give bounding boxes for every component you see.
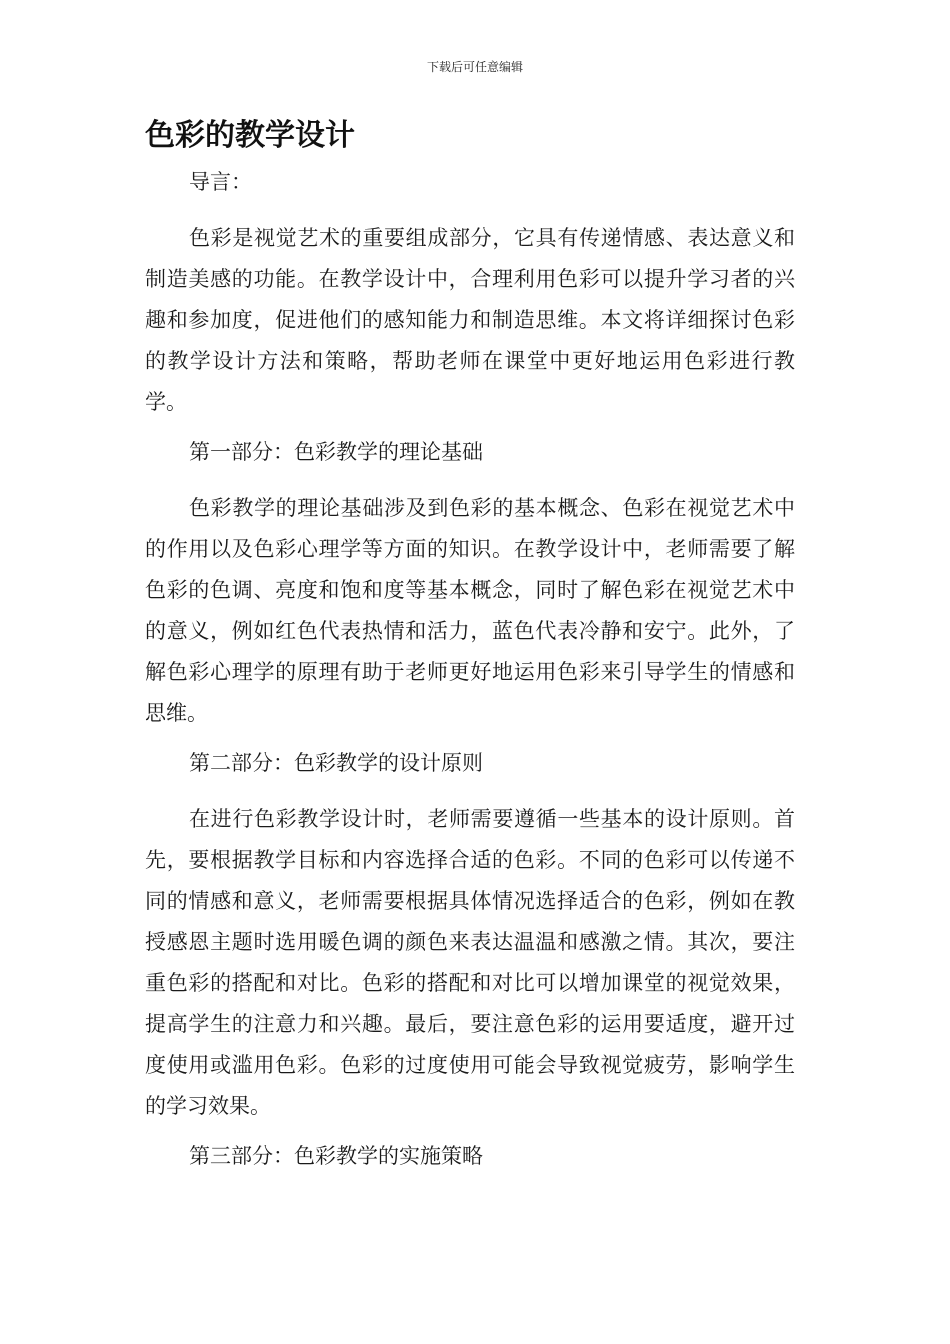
paragraph-intro: 色彩是视觉艺术的重要组成部分，它具有传递情感、表达意义和制造美感的功能。在教学设计中，合理利用色彩可以提升学习者的兴趣和参加度，促进他们的感知能力和制造思维。本文将详细探讨色彩的教学设计方法和策略，帮助老师在课堂中更好地运用色彩进行教学。 [145,226,795,414]
section-heading-part-two: 第二部分：色彩教学的设计原则 [189,751,483,775]
section-heading-intro: 导言： [189,170,252,194]
section-heading-part-three: 第三部分：色彩教学的实施策略 [189,1144,483,1168]
section-heading-part-one: 第一部分：色彩教学的理论基础 [189,440,483,464]
header-note: 下载后可任意编辑 [426,60,523,74]
document-body [145,112,795,1192]
paragraph-part-two: 在进行色彩教学设计时，老师需要遵循一些基本的设计原则。首先，要根据教学目标和内容选择合适的色彩。不同的色彩可以传递不同的情感和意义，老师需要根据具体情况选择适合的色彩，例如在教授感恩主题时选用暖色调的颜色来表达温温和感激之情。其次，要注重色彩的搭配和对比。色彩的搭配和对比可以增加课堂的视觉效果，提高学生的注意力和兴趣。最后，要注意色彩的运用要适度，避开过度使用或滥用色彩。色彩的过度使用可能会导致视觉疲劳，影响学生的学习效果。 [145,807,795,1118]
document-title: 色彩的教学设计 [145,118,355,153]
paragraph-part-one: 色彩教学的理论基础涉及到色彩的基本概念、色彩在视觉艺术中的作用以及色彩心理学等方面的知识。在教学设计中，老师需要了解色彩的色调、亮度和饱和度等基本概念，同时了解色彩在视觉艺术中的意义，例如红色代表热情和活力，蓝色代表冷静和安宁。此外，了解色彩心理学的原理有助于老师更好地运用色彩来引导学生的情感和思维。 [145,496,795,725]
